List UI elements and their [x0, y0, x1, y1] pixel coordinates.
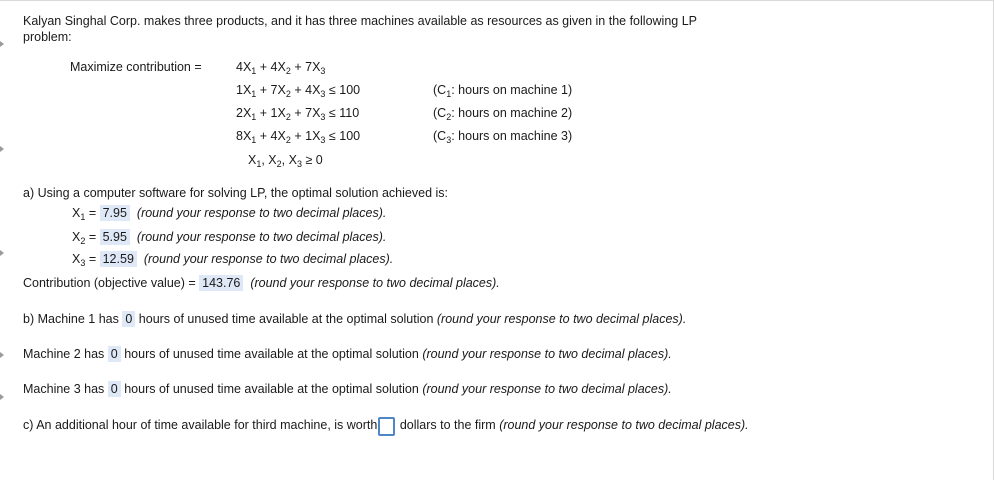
- x3-subscript: 3: [80, 258, 86, 268]
- x3-variable: X: [72, 252, 81, 266]
- x2-variable: X: [72, 230, 81, 244]
- problem-intro: Kalyan Singhal Corp. makes three products, and it has three machines available as resources as given in the following LP problem:: [23, 14, 697, 44]
- subscript: 2: [446, 112, 452, 122]
- math-text: 8X: [236, 129, 252, 143]
- math-text: : hours on machine 2): [451, 106, 573, 120]
- subscript: 2: [285, 112, 291, 122]
- machine-2-hint: (round your response to two decimal places).: [422, 347, 672, 361]
- x1-subscript: 1: [80, 212, 86, 222]
- subscript: 3: [296, 159, 302, 169]
- math-text: : hours on machine 1): [451, 83, 573, 97]
- constraint-2-note: [433, 106, 572, 120]
- math-text: (C: [433, 83, 447, 97]
- math-text: + 4X: [290, 83, 321, 97]
- subscript: 1: [446, 89, 452, 99]
- machine-3-suffix: hours of unused time available at the optimal solution: [120, 382, 423, 396]
- math-text: + 7X: [290, 60, 321, 74]
- math-text: + 7X: [256, 83, 286, 97]
- math-text: + 1X: [256, 106, 286, 120]
- math-text: ≤ 110: [325, 106, 360, 120]
- x3-row: [72, 252, 393, 266]
- subscript: 3: [320, 112, 326, 122]
- left-edge-marker: [0, 352, 4, 358]
- machine-1-suffix: hours of unused time available at the optimal solution: [135, 312, 437, 326]
- math-text: 2X: [236, 106, 252, 120]
- x2-subscript: 2: [80, 236, 86, 246]
- x1-hint: (round your response to two decimal places).: [136, 206, 387, 220]
- subscript: 2: [276, 159, 282, 169]
- math-text: X: [248, 153, 257, 167]
- x1-variable: X: [72, 206, 81, 220]
- contribution-label: Contribution (objective value) =: [23, 276, 200, 290]
- x2-equals: =: [85, 230, 100, 244]
- math-text: , X: [281, 153, 297, 167]
- machine-2-answer[interactable]: 0: [108, 346, 121, 362]
- contribution-hint: (round your response to two decimal places).: [250, 276, 500, 290]
- x1-row: [72, 206, 386, 220]
- nonnegativity-constraint: [248, 153, 323, 167]
- objective-label: Maximize contribution =: [70, 60, 202, 74]
- math-text: + 7X: [290, 106, 321, 120]
- math-text: , X: [261, 153, 277, 167]
- math-text: + 1X: [290, 129, 321, 143]
- subscript: 3: [320, 89, 326, 99]
- machine-1-row: [23, 312, 686, 326]
- machine-1-prefix: b) Machine 1 has: [23, 312, 123, 326]
- subscript: 1: [251, 66, 257, 76]
- machine-1-hint: (round your response to two decimal places).: [436, 312, 687, 326]
- machine-3-row: [23, 382, 672, 396]
- left-edge-marker: [0, 41, 4, 47]
- subscript: 1: [251, 89, 257, 99]
- constraint-3-note: [433, 129, 572, 143]
- part-a-intro: a) Using a computer software for solving LP, the optimal solution achieved is:: [23, 186, 448, 200]
- machine-3-answer[interactable]: 0: [108, 381, 121, 397]
- contribution-answer[interactable]: 143.76: [199, 275, 243, 291]
- constraint-1: [236, 83, 360, 97]
- part-c-answer-input[interactable]: [378, 417, 395, 436]
- subscript: 2: [285, 135, 291, 145]
- math-text: 4X: [236, 60, 252, 74]
- x2-hint: (round your response to two decimal places).: [136, 230, 387, 244]
- constraint-2: [236, 106, 359, 120]
- math-text: ≤ 100: [325, 129, 361, 143]
- x3-hint: (round your response to two decimal places).: [143, 252, 394, 266]
- x2-row: [72, 230, 386, 244]
- left-edge-marker: [0, 394, 4, 400]
- part-c-suffix: dollars to the firm: [396, 418, 500, 432]
- part-c-hint: (round your response to two decimal places).: [499, 418, 749, 432]
- constraint-1-note: [433, 83, 572, 97]
- machine-2-row: [23, 347, 672, 361]
- machine-2-suffix: hours of unused time available at the optimal solution: [120, 347, 423, 361]
- math-text: (C: [433, 129, 447, 143]
- subscript: 3: [320, 66, 326, 76]
- x3-equals: =: [85, 252, 100, 266]
- math-text: : hours on machine 3): [451, 129, 573, 143]
- subscript: 3: [446, 135, 452, 145]
- x2-answer[interactable]: 5.95: [100, 229, 130, 245]
- left-edge-marker: [0, 146, 4, 152]
- contribution-row: [23, 276, 500, 290]
- subscript: 1: [256, 159, 262, 169]
- top-border: [0, 0, 994, 1]
- subscript: 2: [285, 66, 291, 76]
- x1-answer[interactable]: 7.95: [100, 205, 130, 221]
- subscript: 2: [285, 89, 291, 99]
- math-text: (C: [433, 106, 447, 120]
- machine-3-hint: (round your response to two decimal places).: [422, 382, 672, 396]
- math-text: ≤ 100: [325, 83, 361, 97]
- machine-1-answer[interactable]: 0: [122, 311, 135, 327]
- part-c-prefix: c) An additional hour of time available for third machine, is worth: [23, 418, 378, 432]
- subscript: 1: [251, 135, 257, 145]
- math-text: + 4X: [256, 129, 286, 143]
- left-edge-marker: [0, 250, 4, 256]
- objective-expression: [236, 60, 325, 74]
- constraint-3: [236, 129, 360, 143]
- x3-answer[interactable]: 12.59: [100, 251, 137, 267]
- math-text: ≥ 0: [301, 153, 323, 167]
- math-text: + 4X: [256, 60, 286, 74]
- machine-3-prefix: Machine 3 has: [23, 382, 108, 396]
- x1-equals: =: [85, 206, 100, 220]
- subscript: 3: [320, 135, 326, 145]
- part-c-row: [23, 417, 749, 436]
- math-text: 1X: [236, 83, 252, 97]
- machine-2-prefix: Machine 2 has: [23, 347, 108, 361]
- subscript: 1: [251, 112, 257, 122]
